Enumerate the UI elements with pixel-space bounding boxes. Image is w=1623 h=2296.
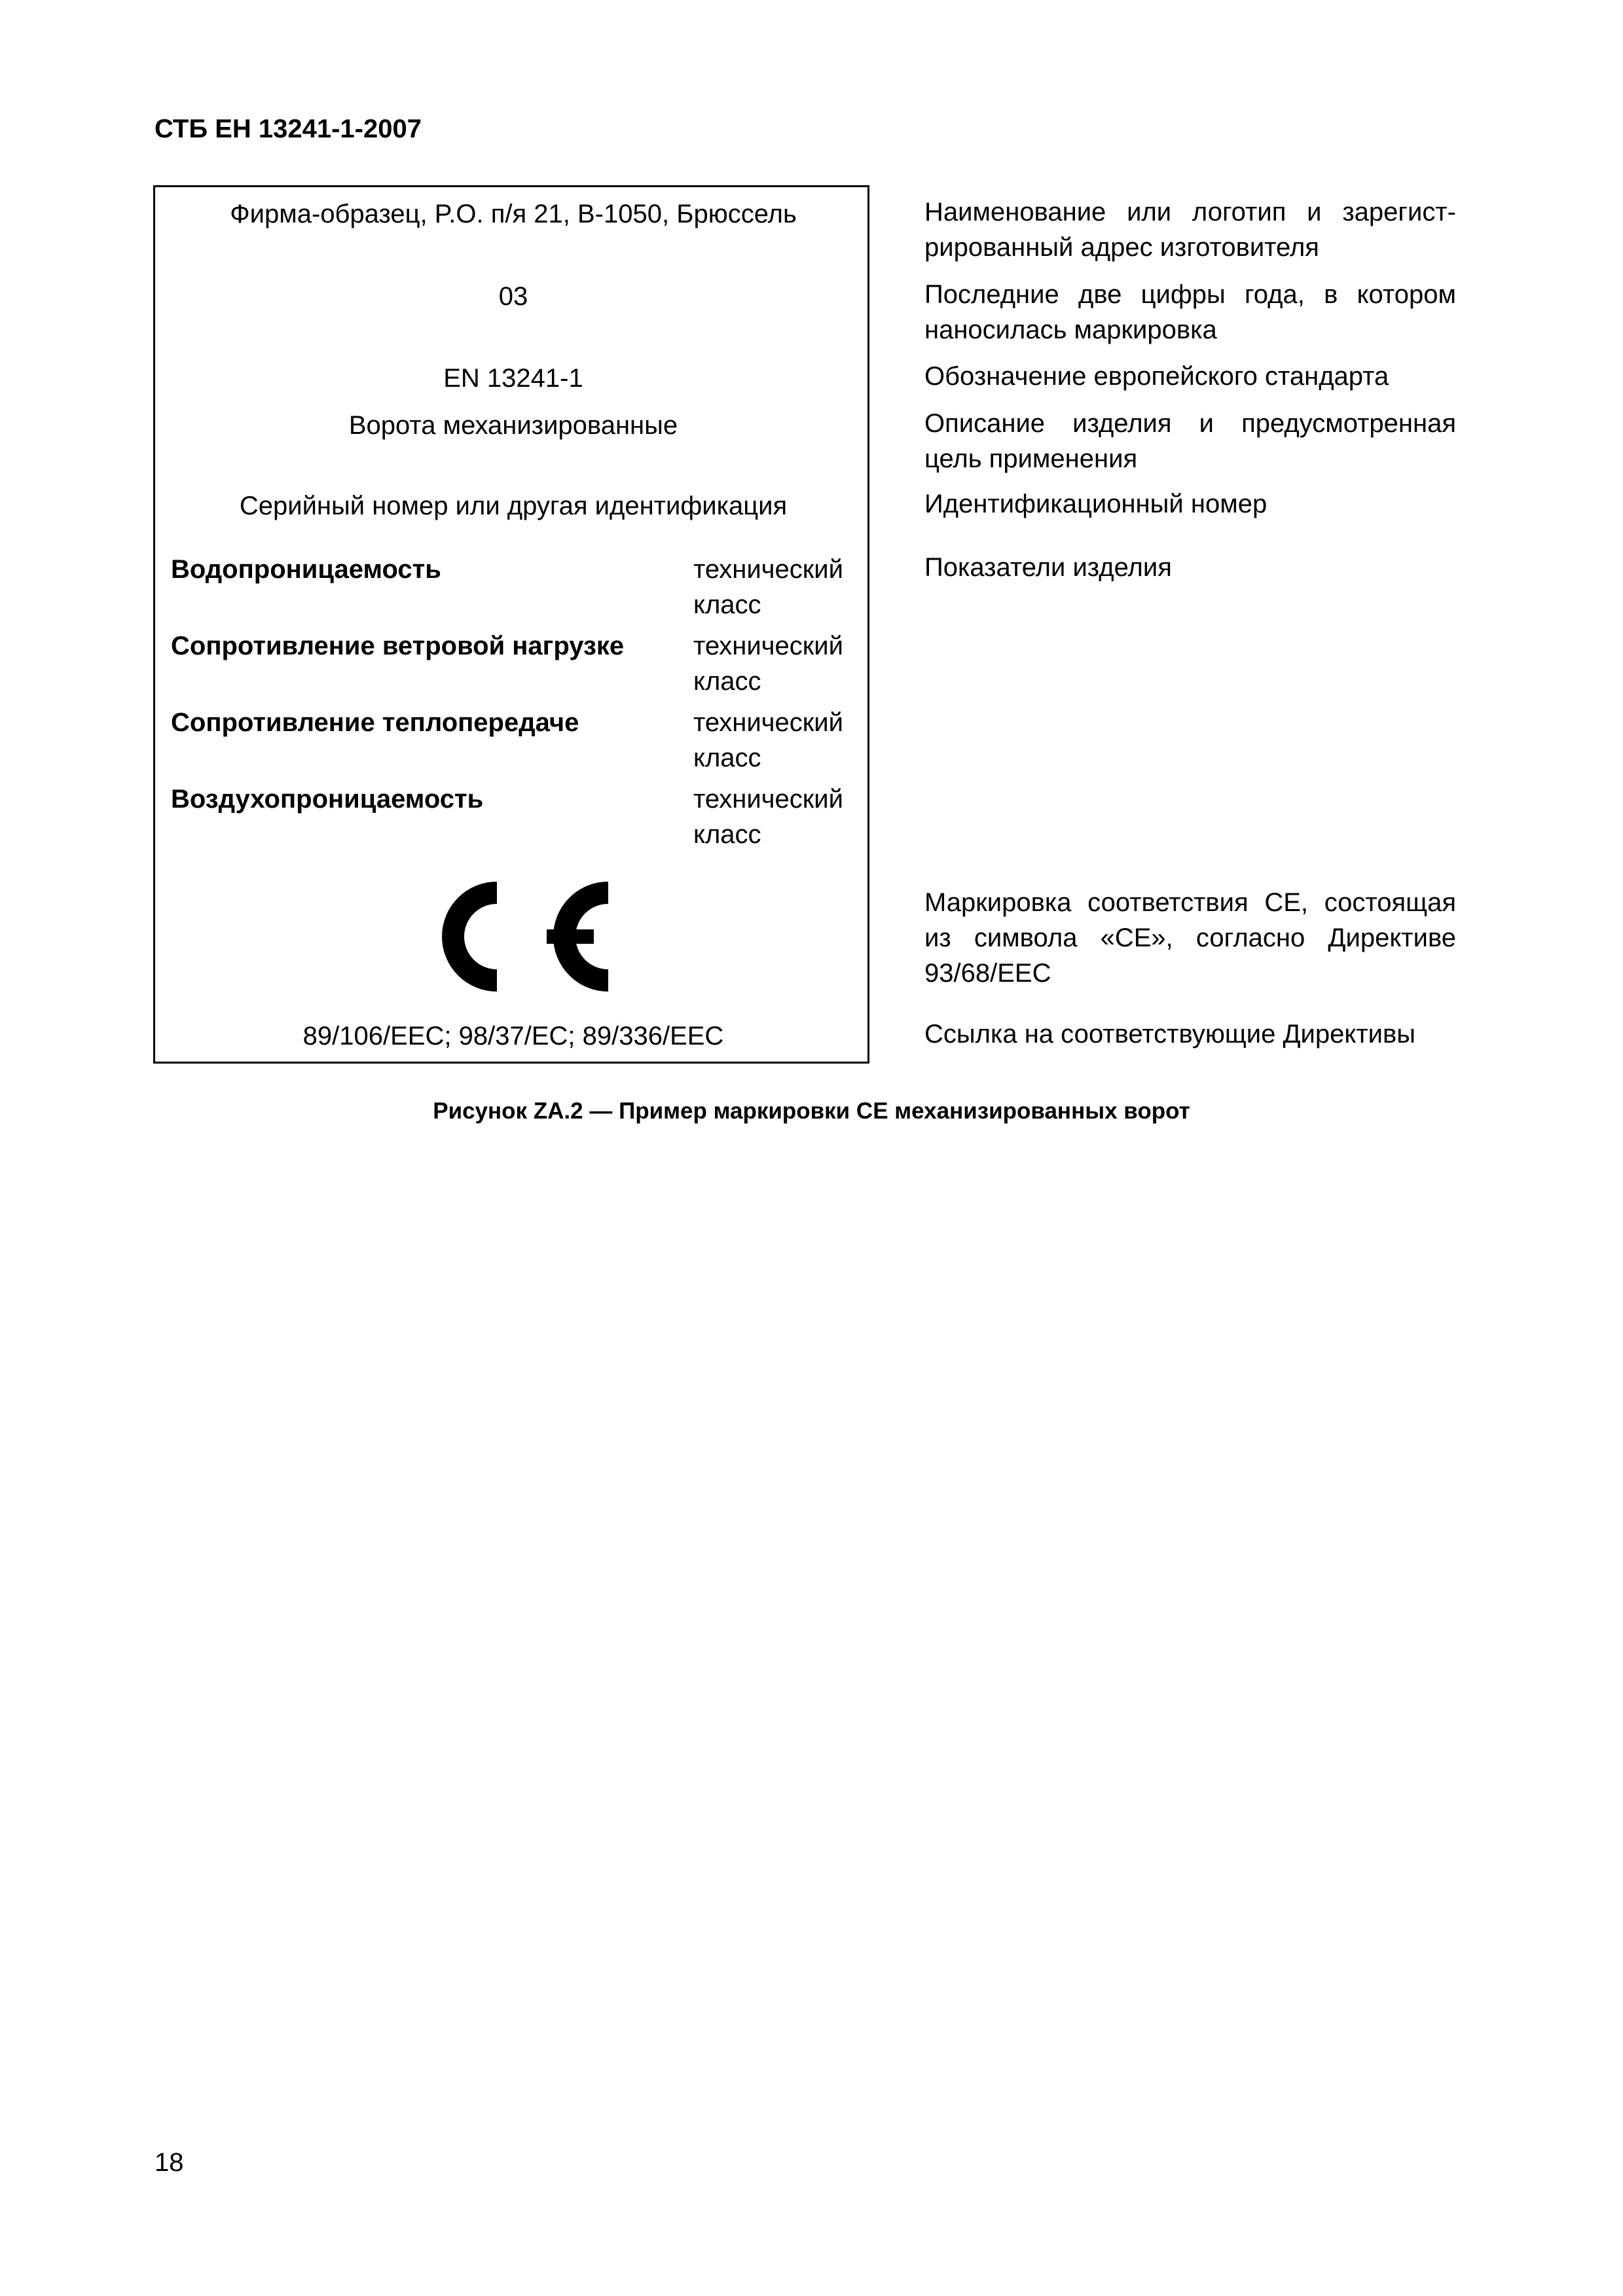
explanation-properties: Показатели изделия — [924, 553, 1172, 582]
property-name: Сопротивление ветровой нагрузке — [171, 632, 625, 660]
figure-caption: Рисунок ZA.2 — Пример маркировки СЕ механизированных ворот — [433, 1098, 1190, 1124]
explanation-ce-mark: Маркировка соответствия СЕ, состоящая из символа «СЕ», согласно Директиве 93/68/EEC — [924, 888, 1456, 988]
property-name: Водопроницаемость — [171, 555, 441, 584]
ce-mark-icon — [418, 868, 615, 1005]
property-value: технический — [693, 555, 843, 584]
property-value: технический — [693, 708, 843, 737]
explanation-year: Последние две цифры года, в котором наносилась маркировка — [924, 280, 1456, 344]
explanation-product: Описание изделия и предусмотренная цель применения — [924, 409, 1456, 473]
property-value: класс — [693, 590, 761, 619]
explanation-manufacturer: Наименование или логотип и зарегистрированный адрес изготовителя — [924, 198, 1456, 262]
property-value: класс — [693, 744, 761, 772]
property-value: класс — [693, 820, 761, 849]
manufacturer-line: Фирма-образец, P.O. п/я 21, B-1050, Брюссель — [230, 200, 797, 228]
property-value: технический — [693, 632, 843, 660]
page-number: 18 — [155, 2148, 184, 2177]
ce-label-box — [153, 185, 869, 1064]
explanation-serial: Идентификационный номер — [924, 490, 1267, 518]
property-value: класс — [693, 667, 761, 696]
year-line: 03 — [498, 282, 528, 311]
explanation-standard: Обозначение европейского стандарта — [924, 362, 1389, 391]
product-line: Ворота механизированные — [348, 411, 678, 440]
directives-line: 89/106/EEC; 98/37/EC; 89/336/EEC — [302, 1022, 724, 1050]
document-header: СТБ ЕН 13241-1-2007 — [155, 115, 422, 143]
standard-line: EN 13241-1 — [443, 364, 583, 393]
serial-line: Серийный номер или другая идентификация — [239, 492, 788, 520]
property-value: технический — [693, 785, 843, 814]
property-name: Воздухопроницаемость — [171, 785, 484, 814]
property-name: Сопротивление теплопередаче — [171, 708, 579, 737]
explanation-directives: Ссылка на соответствующие Директивы — [924, 1020, 1415, 1049]
